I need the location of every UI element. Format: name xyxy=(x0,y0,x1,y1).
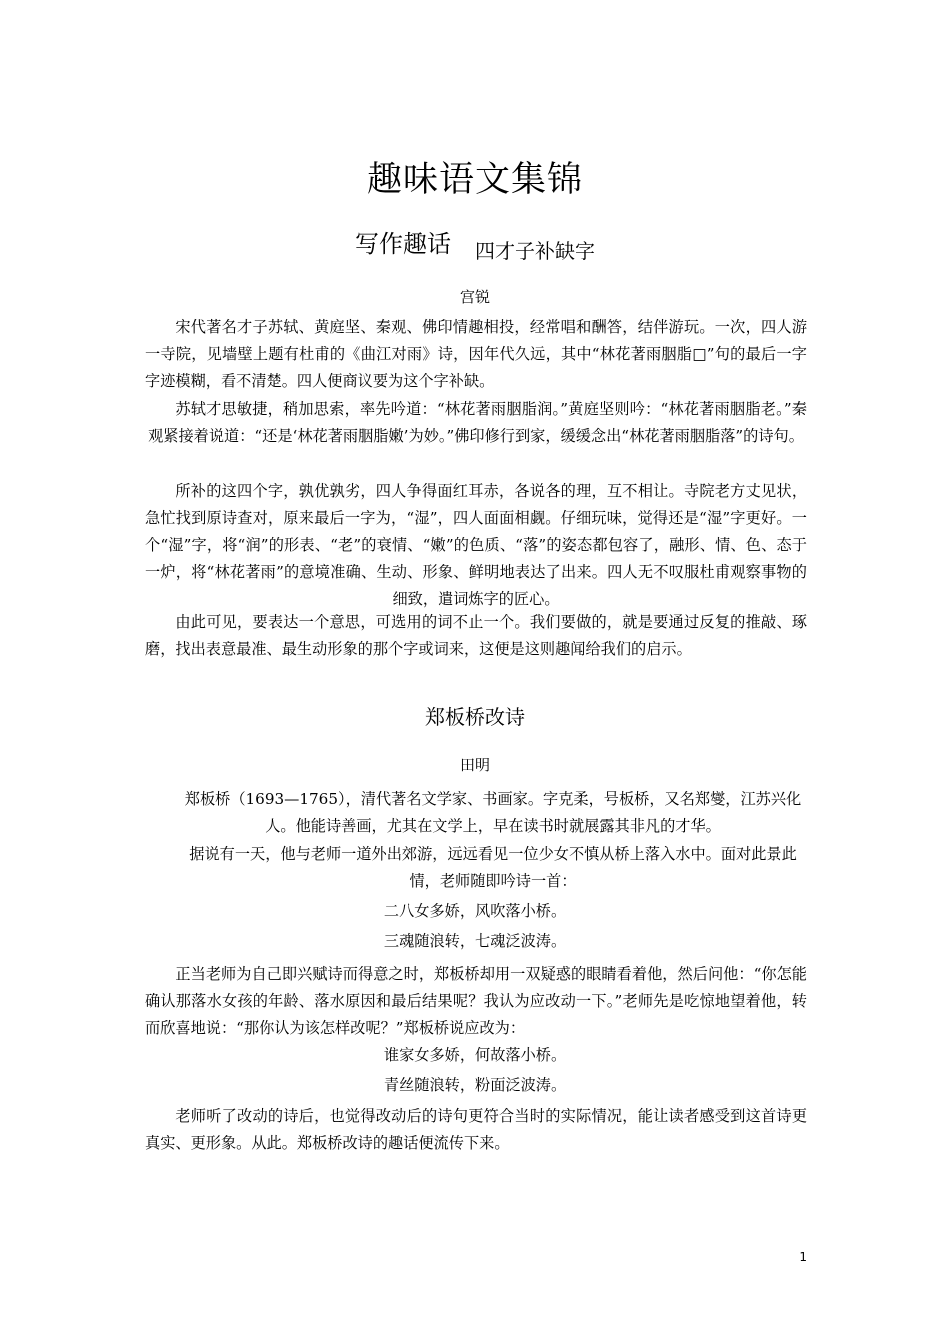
section1-paragraph-4: 由此可见，要表达一个意思，可选用的词不止一个。我们要做的，就是要通过反复的推敲、琢磨，找出表意最准、最生动形象的那个字或词来，这便是这则趣闻给我们的启示。 xyxy=(145,613,807,658)
section1-heading: 写作趣话 xyxy=(355,230,451,258)
section2-heading: 郑板桥改诗 xyxy=(425,705,525,729)
section2-paragraph-3: 正当老师为自己即兴赋诗而得意之时，郑板桥却用一双疑惑的眼睛看着他，然后问他：“你怎能确认那落水女孩的年龄、落水原因和最后结果呢？我认为应改动一下。”老师先是吃惊地望着他，转而欣喜地说：“那你认为该怎样改呢？”郑板桥说应改为： xyxy=(145,965,807,1037)
section2-paragraph-4: 老师听了改动的诗后，也觉得改动后的诗句更符合当时的实际情况，能让读者感受到这首诗更真实、更形象。从此。郑板桥改诗的趣话便流传下来。 xyxy=(145,1107,807,1152)
poem1-line-1: 二八女多娇，风吹落小桥。 xyxy=(383,902,567,920)
section1-paragraph-3: 所补的这四个字，孰优孰劣，四人争得面红耳赤，各说各的理，互不相让。寺院老方丈见状，急忙找到原诗查对，原来最后一字为，“湿”，四人面面相觑。仔细玩味，觉得还是“湿”字更好。一个“湿”字，将“润”的形表、“老”的衰情、“嫩”的色质、“落”的姿态都包容了，融形、情、色、态于一炉，将“林花著雨”的意境准确、生动、形象、鲜明地表达了出来。四人无不叹服杜甫观察事物的细致，遣词炼字的匠心。 xyxy=(145,482,807,608)
section1-author: 宫锐 xyxy=(459,288,490,306)
section1-heading-row xyxy=(0,226,950,263)
section1-paragraph-1: 宋代著名才子苏轼、黄庭坚、秦观、佛印情趣相投，经常唱和酬答，结伴游玩。一次，四人游一寺院，见墙壁上题有杜甫的《曲江对雨》诗，因年代久远，其中“林花著雨胭脂□”句的最后一字字迹模糊，看不清楚。四人便商议要为这个字补缺。 xyxy=(145,318,807,390)
section2-author: 田明 xyxy=(459,756,490,774)
section2-paragraph-2: 据说有一天，他与老师一道外出郊游，远远看见一位少女不慎从桥上落入水中。面对此景此情，老师随即吟诗一首： xyxy=(189,845,797,890)
document-title: 趣味语文集锦 xyxy=(366,160,583,200)
poem2-line-2: 青丝随浪转，粉面泛波涛。 xyxy=(383,1076,567,1094)
section1-subheading: 四才子补缺字 xyxy=(475,239,595,263)
poem1-line-2: 三魂随浪转，七魂泛波涛。 xyxy=(383,932,567,950)
section2-paragraph-1: 郑板桥（1693—1765），清代著名文学家、书画家。字克柔，号板桥，又名郑燮，江苏兴化人。他能诗善画，尤其在文学上，早在读书时就展露其非凡的才华。 xyxy=(184,790,802,835)
page-number: 1 xyxy=(799,1250,807,1264)
section1-paragraph-2: 苏轼才思敏捷，稍加思索，率先吟道：“林花著雨胭脂润。”黄庭坚则吟：“林花著雨胭脂老。”秦观紧接着说道：“还是‘林花著雨胭脂嫩’为妙。”佛印修行到家，缓缓念出“林花著雨胭脂落”的诗句。 xyxy=(148,400,807,445)
poem2-line-1: 谁家女多娇，何故落小桥。 xyxy=(383,1046,567,1064)
